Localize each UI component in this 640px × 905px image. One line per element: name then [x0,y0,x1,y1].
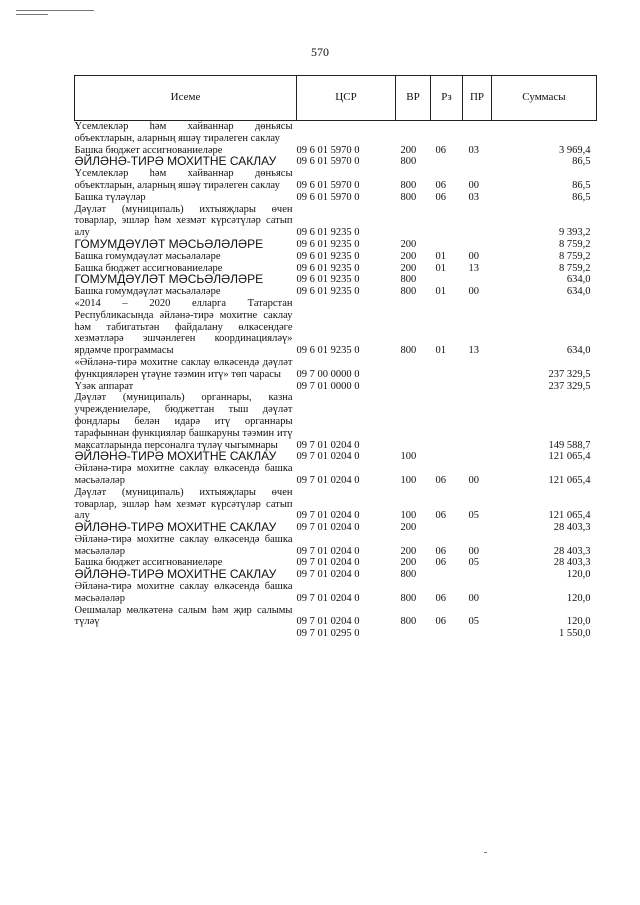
table-row [75,251,597,263]
table-row [75,534,597,558]
table-row [75,392,597,451]
row-vr: 200 [400,250,417,262]
row-sum: 8 759,2 [559,262,591,274]
row-csr: 09 6 01 5970 0 [296,179,360,191]
row-name: ГОМУМДӘҮЛӘТ МӘСЬӘЛӘЛӘРЕ [74,236,264,251]
row-csr [297,121,396,145]
header-csr: ЦСР [297,76,396,121]
row-rz: 06 [435,545,446,557]
row-vr: 800 [400,569,417,581]
row-name: Башка түләүләр [74,191,146,203]
row-rz [431,357,463,381]
row-name: ӘЙЛӘНӘ-ТИРӘ МОХИТНЕ САКЛАУ [74,520,277,535]
row-name: Дәүләт (муниципаль) ихтыяҗлары өчен товарлар, эшләр һәм хезмәт күрсәтүләр сатып алу [74,203,293,239]
row-pr: 05 [468,510,479,522]
row-rz [431,156,463,168]
row-vr [396,121,431,145]
row-pr [463,156,492,168]
row-pr [463,451,492,463]
row-name: Әйләнә-тирә мохитне саклау өлкәсендә башка мәсьәләләр [74,463,293,486]
row-sum: 634,0 [566,286,591,298]
row-sum: 120,0 [566,592,591,604]
row-rz [431,522,463,534]
row-vr: 200 [400,522,417,534]
row-csr: 09 6 01 9235 0 [296,345,360,357]
row-name [75,628,297,640]
row-sum: 28 403,3 [553,545,591,557]
row-pr: 13 [468,262,479,274]
row-csr: 09 6 01 5970 0 [296,144,360,156]
row-csr: 09 6 01 9235 0 [296,274,360,286]
row-csr: 09 7 00 0000 0 [296,368,360,380]
row-pr: 00 [468,545,479,557]
row-rz: 01 [435,262,446,274]
row-name: Башка гомумдәүләт мәсьәләләре [74,286,221,298]
table-body [75,121,597,641]
table-row [75,581,597,605]
row-csr: 09 6 01 9235 0 [296,238,360,250]
row-sum: 634,0 [566,274,591,286]
table-row [75,298,597,357]
row-rz: 06 [435,616,446,628]
row-name: Үсемлекләр һәм хайваннар дөньясы объектларын, аларның яшәү тирәлеген саклау [74,168,293,191]
row-name: ӘЙЛӘНӘ-ТИРӘ МОХИТНЕ САКЛАУ [74,567,277,582]
row-pr [463,239,492,251]
row-vr: 100 [400,510,417,522]
table-row [75,357,597,381]
row-csr: 09 6 01 5970 0 [296,156,360,168]
row-sum: 634,0 [566,345,591,357]
row-pr [463,274,492,286]
row-sum: 149 588,7 [548,439,591,451]
scan-mark-dot [484,852,487,853]
row-sum: 121 065,4 [548,474,591,486]
table-row [75,286,597,298]
row-vr [396,392,431,451]
table-row [75,628,597,640]
table-row [75,605,597,629]
row-vr: 200 [400,144,417,156]
row-rz [431,204,463,239]
row-vr: 800 [400,191,417,203]
row-sum: 8 759,2 [559,238,591,250]
table-row [75,463,597,487]
table-row [75,156,597,168]
row-rz: 06 [435,179,446,191]
row-pr: 00 [468,286,479,298]
row-rz: 06 [435,510,446,522]
row-rz: 01 [435,345,446,357]
header-pr: ПР [463,76,492,121]
table-row [75,192,597,204]
row-sum: 9 393,2 [559,227,591,239]
row-name: ӘЙЛӘНӘ-ТИРӘ МОХИТНЕ САКЛАУ [74,449,277,464]
row-sum: 120,0 [566,616,591,628]
row-vr: 800 [400,286,417,298]
table-header-row [75,76,597,121]
row-name: «Әйләнә-тирә мохитне саклау өлкәсендә дәүләт функцияләрен үтәүне тәэмин итү» төп чарасы [74,356,293,380]
header-vr: ВР [396,76,431,121]
table-row [75,168,597,192]
table-row [75,487,597,522]
row-rz [431,274,463,286]
table-row [75,451,597,463]
table-row [75,121,597,145]
header-name: Исеме [75,76,297,121]
row-vr: 800 [400,179,417,191]
row-vr [396,381,431,393]
row-csr: 09 7 01 0204 0 [296,592,360,604]
row-pr [463,204,492,239]
row-pr [463,392,492,451]
row-sum: 121 065,4 [548,451,591,463]
row-name: Үзәк аппарат [74,380,134,392]
row-pr: 00 [468,592,479,604]
row-rz: 06 [435,557,446,569]
row-sum: 28 403,3 [553,557,591,569]
page-number: 570 [311,45,329,59]
row-csr: 09 7 01 0204 0 [296,439,360,451]
row-sum: 86,5 [572,191,591,203]
row-rz: 06 [435,144,446,156]
row-pr: 05 [468,557,479,569]
row-csr: 09 6 01 9235 0 [296,227,360,239]
row-rz [431,381,463,393]
row-csr: 09 6 01 5970 0 [296,191,360,203]
row-csr: 09 7 01 0000 0 [296,380,360,392]
row-name: Дәүләт (муниципаль) органнары, казна учреждениеләре, бюджеттан тыш дәүләт фондлары белән идарә итү органнары тарафыннан функцияләр башкаруны тәэмин итү максатларында персоналга түләү чыгымнары [74,392,293,451]
row-sum: 237 329,5 [548,380,591,392]
row-sum: 237 329,5 [548,368,591,380]
row-pr: 00 [468,250,479,262]
row-pr: 00 [468,179,479,191]
scan-mark-line [16,10,94,11]
scan-mark-line [16,14,48,15]
table-row [75,239,597,251]
row-csr: 09 6 01 9235 0 [296,286,360,298]
row-csr: 09 7 01 0295 0 [296,628,360,640]
row-sum: 28 403,3 [553,522,591,534]
row-csr: 09 7 01 0204 0 [296,545,360,557]
row-csr: 09 7 01 0204 0 [296,616,360,628]
header-rz: Рз [431,76,463,121]
row-pr: 13 [468,345,479,357]
row-rz [431,628,463,640]
row-pr: 03 [468,191,479,203]
header-sum: Суммасы [492,76,597,121]
row-rz: 06 [435,592,446,604]
row-vr: 800 [400,345,417,357]
row-csr: 09 7 01 0204 0 [296,569,360,581]
row-sum: 86,5 [572,156,591,168]
row-sum: 120,0 [566,569,591,581]
row-pr [463,522,492,534]
row-rz: 06 [435,191,446,203]
row-name: Дәүләт (муниципаль) ихтыяҗлары өчен товарлар, эшләр һәм хезмәт күрсәтүләр сатып алу [74,486,293,522]
row-name: Башка гомумдәүләт мәсьәләләре [74,250,221,262]
row-csr: 09 7 01 0204 0 [296,510,360,522]
row-vr [396,204,431,239]
row-pr: 05 [468,616,479,628]
budget-table [74,75,597,640]
row-pr: 00 [468,474,479,486]
row-vr: 800 [400,156,417,168]
row-sum: 3 969,4 [559,144,591,156]
row-pr [463,121,492,145]
row-csr: 09 7 01 0204 0 [296,474,360,486]
row-name: Башка бюджет ассигнованиеләре [74,262,223,274]
row-name: Башка бюджет ассигнованиеләре [74,557,223,569]
row-sum: 121 065,4 [548,510,591,522]
row-pr [463,628,492,640]
row-csr: 09 7 01 0204 0 [296,522,360,534]
row-vr: 800 [400,274,417,286]
row-rz [431,121,463,145]
row-rz: 06 [435,474,446,486]
table-row [75,204,597,239]
row-name: Әйләнә-тирә мохитне саклау өлкәсендә башка мәсьәләләр [74,533,293,557]
row-name: ГОМУМДӘҮЛӘТ МӘСЬӘЛӘЛӘРЕ [74,272,264,287]
row-rz: 01 [435,286,446,298]
row-rz [431,451,463,463]
row-vr: 800 [400,592,417,604]
row-name: ӘЙЛӘНӘ-ТИРӘ МОХИТНЕ САКЛАУ [74,154,277,169]
row-name: «2014 – 2020 елларга Татарстан Республикасында әйләнә-тирә мохитне саклау һәм табигатьтән файдалану өлкәсендәге хезмәтләрә эшчәнлеген координацияләү» ярдәмче программасы [74,297,293,357]
row-pr [463,569,492,581]
row-sum: 1 550,0 [559,628,591,640]
row-sum: 8 759,2 [559,250,591,262]
row-csr: 09 7 01 0204 0 [296,451,360,463]
row-rz [431,392,463,451]
row-csr: 09 6 01 9235 0 [296,262,360,274]
row-name: Башка бюджет ассигнованиеләре [74,144,223,156]
row-pr [463,381,492,393]
row-vr: 100 [400,451,417,463]
row-vr: 200 [400,262,417,274]
table-row [75,274,597,286]
row-rz: 01 [435,250,446,262]
row-csr: 09 7 01 0204 0 [296,557,360,569]
row-rz [431,569,463,581]
row-vr: 100 [400,474,417,486]
table-row [75,381,597,393]
table-row [75,522,597,534]
row-name: Үсемлекләр һәм хайваннар дөньясы объектларын, аларның яшәү тирәлеген саклау [74,121,293,144]
row-sum: 86,5 [572,179,591,191]
row-csr: 09 6 01 9235 0 [296,250,360,262]
row-pr [463,357,492,381]
table-row [75,569,597,581]
row-vr: 800 [400,616,417,628]
row-vr [396,357,431,381]
row-vr: 200 [400,557,417,569]
row-vr: 200 [400,545,417,557]
row-pr: 03 [468,144,479,156]
row-vr: 200 [400,238,417,250]
row-name: Әйләнә-тирә мохитне саклау өлкәсендә башка мәсьәләләр [74,581,293,604]
row-sum [492,121,597,145]
row-name: Оешмалар мөлкәтенә салым һәм җир салымы түләү [74,604,293,628]
row-vr [396,628,431,640]
row-rz [431,239,463,251]
